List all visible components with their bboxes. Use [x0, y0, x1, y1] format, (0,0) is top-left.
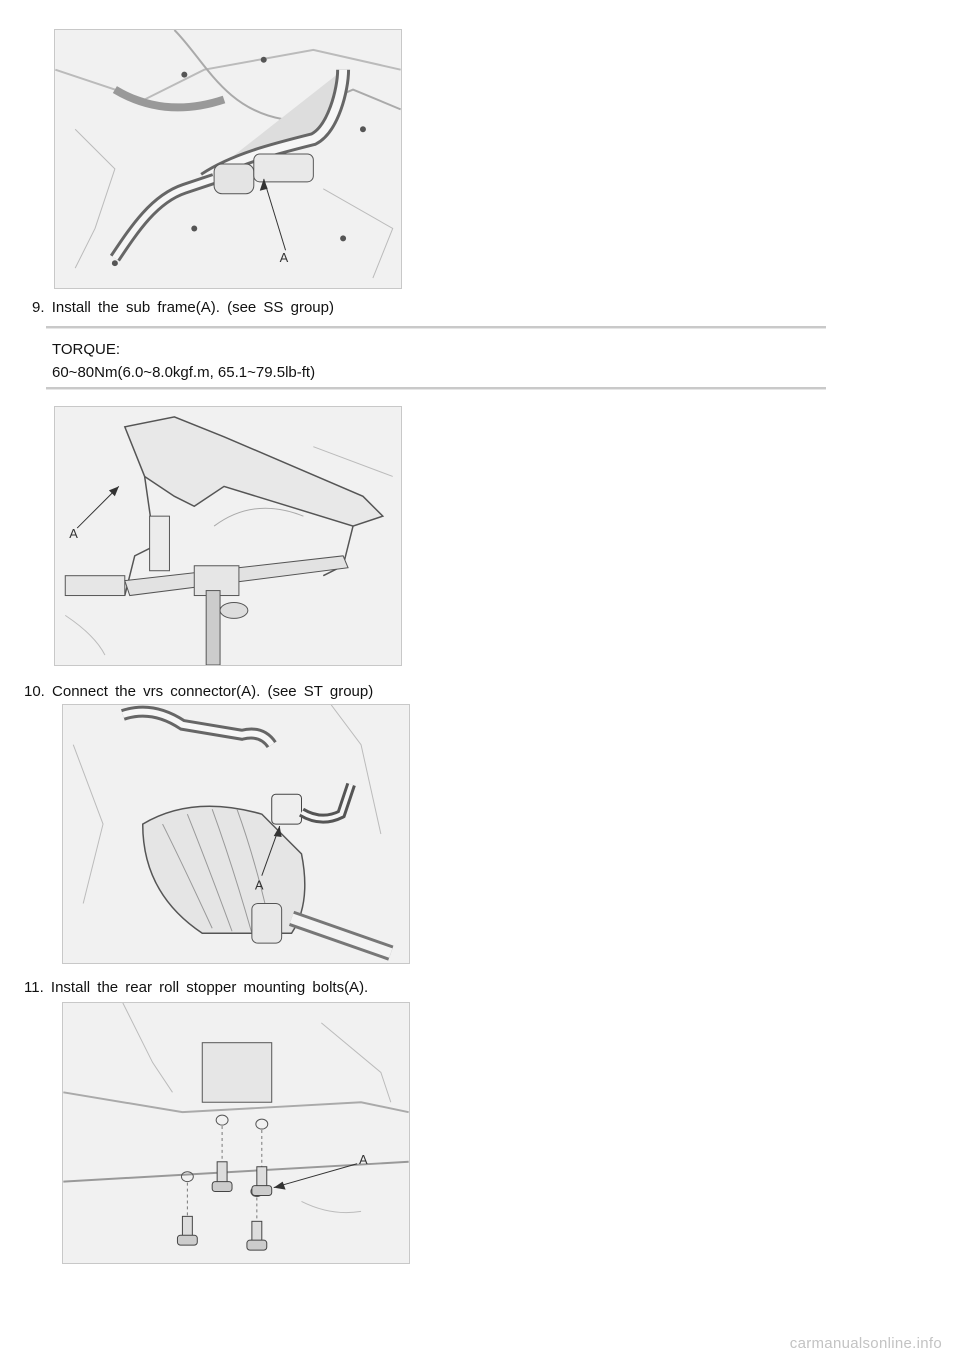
exhaust-pipe-illustration — [55, 30, 401, 288]
figure-4-callout: A — [359, 1151, 368, 1167]
figure-sub-frame — [54, 406, 402, 666]
torque-spec — [52, 338, 315, 384]
step-9 — [32, 299, 334, 317]
step-10 — [24, 683, 373, 701]
figure-exhaust-pipe — [54, 29, 402, 289]
roll-stopper-illustration — [63, 1003, 409, 1263]
figure-vrs-connector — [62, 704, 410, 964]
figure-3-callout: A — [254, 877, 264, 893]
step-number: 9. — [32, 299, 45, 316]
torque-label: TORQUE: — [52, 341, 121, 358]
step-text: Install the rear roll stopper mounting bolts(A). — [50, 979, 369, 996]
figure-1-callout: A — [279, 250, 289, 266]
step-text: Connect the vrs connector(A). (see ST group) — [52, 683, 374, 700]
step-number: 11. — [24, 979, 44, 996]
torque-top-divider — [46, 326, 826, 329]
torque-bottom-divider — [46, 387, 826, 390]
step-text: Install the sub frame(A). (see SS group) — [51, 299, 334, 316]
step-11 — [24, 979, 368, 997]
step-number: 10. — [24, 683, 45, 700]
figure-2-callout: A — [69, 525, 78, 541]
vrs-connector-illustration — [63, 705, 409, 963]
figure-roll-stopper-bolts — [62, 1002, 410, 1264]
sub-frame-illustration — [55, 407, 401, 665]
watermark: carmanualsonline.info — [789, 1335, 942, 1352]
torque-value: 60~80Nm(6.0~8.0kgf.m, 65.1~79.5lb-ft) — [52, 364, 316, 381]
